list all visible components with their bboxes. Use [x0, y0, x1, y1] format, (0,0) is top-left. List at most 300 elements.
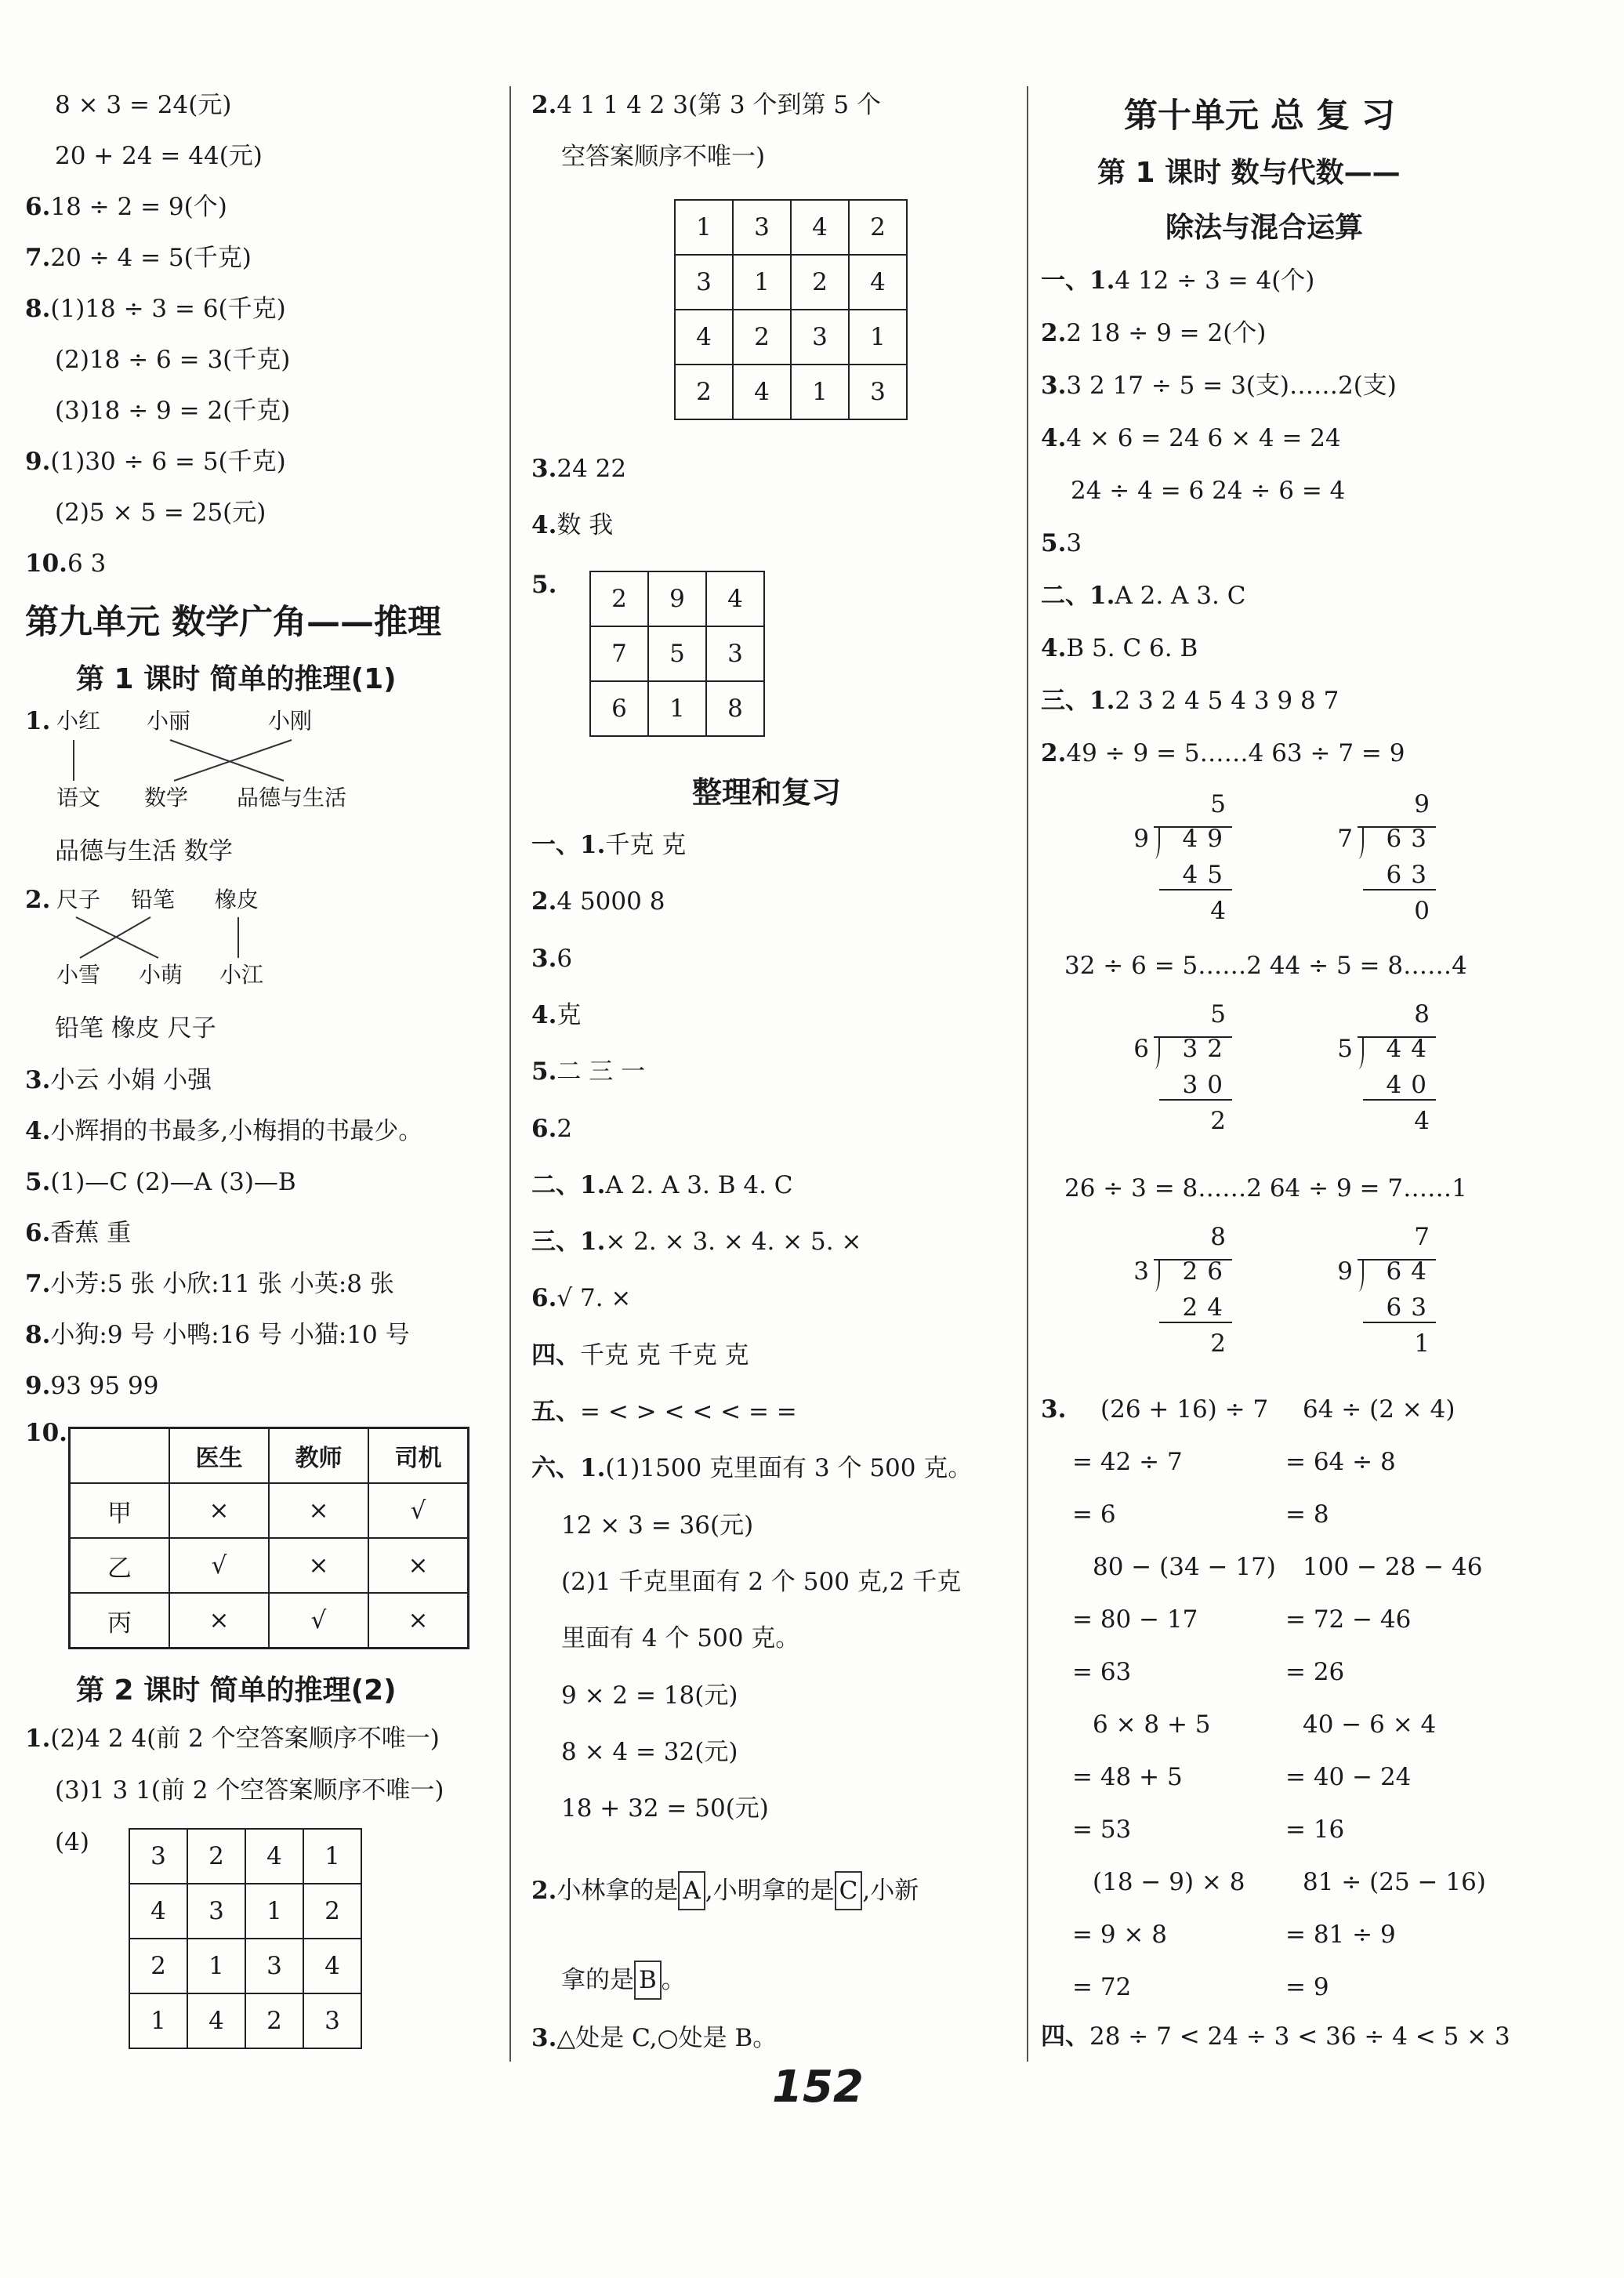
answer-line [25, 444, 286, 479]
calculation-step: = 40 − 24 [1285, 1763, 1412, 1791]
question-number: 8. [25, 295, 51, 323]
calculation-step: (18 − 9) × 8 [1093, 1868, 1245, 1896]
question-number: 1. [25, 707, 51, 735]
answer-text: 93 95 99 [50, 1372, 159, 1400]
answer-text: 6 3 [67, 550, 107, 578]
match-bottom-item: 小雪 [56, 962, 101, 988]
answer-text: 数 我 [556, 511, 614, 539]
answer-text: 千克 克 [605, 831, 687, 859]
dividend: 26 [1182, 1257, 1232, 1286]
question-number: 3. [1041, 372, 1067, 400]
unit-title: 第十单元 总 复 习 [1124, 96, 1395, 136]
grid-cell: 3 [129, 1829, 187, 1884]
answer-text: 18 + 32 = 50(元) [561, 1794, 769, 1823]
answer-line [561, 1621, 799, 1656]
answer-line [55, 139, 263, 173]
answer-text: △处是 C,○处是 B。 [556, 2024, 778, 2052]
answer-line: 品德与生活 数学 [55, 837, 233, 865]
product: 63 [1363, 1293, 1436, 1323]
calculation-step: = 80 − 17 [1072, 1605, 1198, 1634]
answer-text: 8 × 4 = 32(元) [561, 1737, 738, 1766]
grid-cell: 2 [129, 1939, 187, 1993]
answer-text: ,小明拿的是 [705, 1877, 835, 1905]
grid-cell: 1 [245, 1884, 303, 1939]
grid-cell: 4 [675, 310, 733, 365]
answer-line [531, 884, 665, 919]
remainder: 4 [1414, 1107, 1430, 1135]
answer-line [1041, 579, 1245, 613]
product: 40 [1363, 1071, 1436, 1101]
product: 63 [1363, 861, 1436, 891]
question-number: 5. [1041, 529, 1067, 557]
product: 24 [1159, 1293, 1232, 1323]
table-cell: 司机 [368, 1428, 469, 1484]
answer-line: 铅笔 橡皮 尺子 [55, 1014, 216, 1043]
table-cell: 医生 [169, 1428, 269, 1484]
table-cell: 甲 [70, 1483, 170, 1538]
grid-row [590, 681, 764, 736]
answer-line: 空答案顺序不唯一) [561, 143, 766, 171]
magic-square-grid [589, 571, 765, 737]
answer-text: 3 2 17 ÷ 5 = 3(支)……2(支) [1066, 372, 1397, 400]
answer-line [561, 1957, 686, 2004]
product: 45 [1159, 861, 1232, 891]
answer-text: (2)18 ÷ 6 = 3(千克) [55, 346, 291, 374]
grid-cell: 1 [129, 1993, 187, 2048]
grid-cell: 2 [590, 571, 648, 626]
answer-text: × 2. × 3. × 4. × 5. × [605, 1228, 862, 1257]
grid-cell: 8 [706, 681, 764, 736]
question-number: 4. [531, 511, 557, 539]
answer-text: 4 12 ÷ 3 = 4(个) [1115, 267, 1315, 295]
calculation-step: = 81 ÷ 9 [1285, 1921, 1396, 1949]
answer-line [25, 1721, 440, 1756]
grid-cell: 2 [303, 1884, 361, 1939]
table-cell: √ [169, 1538, 269, 1593]
answer-text: 49 ÷ 9 = 5……4 63 ÷ 7 = 9 [1066, 739, 1405, 767]
match-top-item: 小红 [56, 708, 101, 734]
answer-line [531, 1395, 797, 1429]
match-bottom-item: 小萌 [139, 962, 183, 988]
question-number: 二、1. [531, 1170, 606, 1199]
match-top-item: 尺子 [56, 887, 101, 912]
match-bottom-item: 数学 [144, 785, 189, 811]
answer-text: 小林拿的是 [556, 1877, 679, 1905]
answer-text: 18 ÷ 2 = 9(个) [50, 193, 227, 221]
answer-line [1041, 526, 1082, 560]
divisor: 3 [1133, 1257, 1149, 1286]
table-cell: √ [368, 1483, 469, 1538]
answer-line [1041, 263, 1314, 298]
section-title: 整理和复习 [692, 775, 842, 810]
answer-line [561, 1791, 769, 1826]
table-row [70, 1593, 469, 1649]
table-cell [70, 1428, 170, 1484]
grid-cell: 4 [733, 365, 791, 419]
question-number: 5. [531, 1057, 557, 1086]
answer-line [55, 343, 290, 377]
question-number: 3. [531, 944, 557, 973]
grid-cell: 1 [675, 200, 733, 255]
question-number: 3. [531, 2024, 557, 2052]
answer-text: (1)1500 克里面有 3 个 500 克。 [605, 1454, 973, 1483]
quotient: 9 [1414, 790, 1430, 818]
answer-line [561, 1735, 738, 1769]
divisor: 9 [1133, 825, 1149, 853]
grid-row [590, 626, 764, 681]
question-number: 6. [25, 1219, 51, 1247]
grid-cell: 4 [791, 200, 849, 255]
answer-text: (2)1 千克里面有 2 个 500 克,2 千克 [561, 1567, 962, 1596]
answer-text: = < > < < < = = [580, 1398, 797, 1426]
calculation-step: = 64 ÷ 8 [1285, 1448, 1396, 1476]
grid-cell: 7 [590, 626, 648, 681]
answer-line [531, 941, 572, 976]
grid-row [129, 1993, 361, 2048]
lesson-title: 第 2 课时 简单的推理(2) [76, 1674, 397, 1707]
question-number: 5. [531, 571, 557, 599]
answer-line [25, 1318, 410, 1352]
answer-text: 拿的是 [561, 1966, 634, 1994]
calculation-step: 6 × 8 + 5 [1093, 1710, 1211, 1739]
question-number: 2. [531, 1877, 557, 1905]
answer-text: 2 18 ÷ 9 = 2(个) [1066, 319, 1267, 347]
answer-line [561, 1678, 738, 1713]
grid-cell: 3 [791, 310, 849, 365]
question-number: 三、1. [531, 1228, 606, 1257]
long-division [1083, 1223, 1232, 1364]
answer-text: (3)1 3 1(前 2 个空答案顺序不唯一) [55, 1776, 444, 1805]
answer-text: 28 ÷ 7 < 24 ÷ 3 < 36 ÷ 4 < 5 × 3 [1089, 2022, 1510, 2051]
question-number: 4. [1041, 634, 1067, 662]
answer-text: √ 7. × [556, 1284, 632, 1313]
answer-text: 4 1 1 4 2 3(第 3 个到第 5 个 [556, 91, 881, 119]
answer-line [1041, 421, 1341, 455]
question-number: 3. [1041, 1395, 1067, 1424]
question-number: 7. [25, 1270, 51, 1298]
grid-cell: 1 [791, 365, 849, 419]
table-cell: √ [269, 1593, 368, 1649]
question-number: 6. [531, 1114, 557, 1143]
answer-line [1041, 684, 1339, 718]
question-number: 二、1. [1041, 582, 1115, 610]
question-number: 2. [531, 887, 557, 916]
answer-text: 2 [556, 1114, 573, 1143]
grid-cell: 3 [675, 255, 733, 310]
remainder: 1 [1414, 1329, 1430, 1358]
answer-text: (1)30 ÷ 6 = 5(千克) [50, 448, 286, 476]
answer-text: 里面有 4 个 500 克。 [561, 1624, 800, 1653]
remainder: 2 [1210, 1107, 1226, 1135]
answer-line [55, 1773, 444, 1808]
grid-cell: 2 [675, 365, 733, 419]
answer-text: 克 [556, 1000, 582, 1029]
table-cell: 教师 [269, 1428, 368, 1484]
answer-line [531, 828, 686, 862]
table-cell: × [169, 1483, 269, 1538]
answer-line [55, 88, 231, 122]
question-number: 四、 [531, 1340, 580, 1369]
answer-line [25, 1063, 212, 1097]
question-number: 1. [25, 1725, 51, 1753]
answer-text: ,小新 [862, 1877, 919, 1905]
answer-column-3 [1036, 0, 1616, 2069]
answer-text: 小辉捐的书最多,小梅捐的书最少。 [50, 1117, 423, 1145]
grid-row [129, 1939, 361, 1993]
question-number: 2. [1041, 739, 1067, 767]
calculation-step: = 53 [1072, 1816, 1132, 1844]
grid-cell: 3 [187, 1884, 245, 1939]
question-number: 9. [25, 448, 51, 476]
answer-text: 12 × 3 = 36(元) [561, 1511, 754, 1540]
grid-row [675, 255, 907, 310]
answer-line [531, 1281, 631, 1315]
grid-row [590, 571, 764, 626]
answer-line: 26 ÷ 3 = 8……2 64 ÷ 9 = 7……1 [1064, 1174, 1467, 1202]
grid-row [129, 1884, 361, 1939]
answer-line [1041, 368, 1397, 403]
grid-cell: 2 [791, 255, 849, 310]
quotient: 5 [1210, 790, 1226, 818]
answer-line [1071, 473, 1345, 508]
quotient: 7 [1414, 1223, 1430, 1251]
reasoning-table [68, 1427, 469, 1649]
table-cell: × [269, 1538, 368, 1593]
answer-text: 4 × 6 = 24 6 × 4 = 24 [1066, 424, 1341, 452]
column-divider [1027, 86, 1028, 2062]
grid-cell: 9 [648, 571, 706, 626]
answer-line [531, 88, 881, 122]
grid-cell: 2 [849, 200, 907, 255]
answer-text: (1)18 ÷ 3 = 6(千克) [50, 295, 286, 323]
calculation-step: = 8 [1285, 1500, 1329, 1529]
grid-cell: 1 [303, 1829, 361, 1884]
answer-line [1041, 736, 1405, 771]
answer-text: 4 5000 8 [556, 887, 665, 916]
remainder: 2 [1210, 1329, 1226, 1358]
answer-line: 32 ÷ 6 = 5……2 44 ÷ 5 = 8……4 [1064, 952, 1467, 980]
answer-text: 香蕉 重 [50, 1219, 132, 1247]
question-number: 2. [531, 91, 557, 119]
question-number: 3. [25, 1066, 51, 1094]
grid-cell: 3 [303, 1993, 361, 2048]
answer-text: (1)—C (2)—A (3)—B [50, 1168, 296, 1196]
quotient: 5 [1210, 1000, 1226, 1028]
dividend: 64 [1386, 1257, 1436, 1286]
page-number: 152 [772, 2062, 864, 2113]
answer-text: B 5. C 6. B [1066, 634, 1198, 662]
answer-text: (4) [55, 1828, 89, 1856]
answer-text: 千克 克 千克 克 [580, 1340, 749, 1369]
lesson-title: 除法与混合运算 [1165, 212, 1364, 244]
question-number: 2. [25, 886, 51, 914]
answer-text: 20 + 24 = 44(元) [55, 142, 263, 170]
calculation-step: = 42 ÷ 7 [1072, 1448, 1183, 1476]
latin-square-grid [129, 1828, 362, 2049]
answer-line [531, 1451, 972, 1485]
question-number: 6. [531, 1284, 557, 1313]
remainder: 4 [1210, 897, 1226, 925]
grid-cell: 3 [706, 626, 764, 681]
question-number [25, 704, 50, 738]
answer-box: B [634, 1961, 662, 2000]
grid-cell: 1 [187, 1939, 245, 1993]
calculation-step: = 72 [1072, 1973, 1132, 2001]
table-row [70, 1483, 469, 1538]
divisor: 6 [1133, 1035, 1149, 1063]
table-cell: × [269, 1483, 368, 1538]
matching-lines [25, 737, 417, 800]
grid-row [675, 200, 907, 255]
dividend: 49 [1182, 825, 1232, 853]
answer-line [55, 1825, 89, 1859]
question-number: 三、1. [1041, 687, 1115, 715]
grid-cell: 4 [849, 255, 907, 310]
calculation-step: = 26 [1285, 1658, 1345, 1686]
latin-square-grid [674, 199, 908, 420]
answer-line [25, 1369, 158, 1403]
answer-box: C [835, 1871, 863, 1910]
answer-text: 9 × 2 = 18(元) [561, 1681, 738, 1710]
calculation-step: 40 − 6 × 4 [1303, 1710, 1437, 1739]
long-division [1287, 790, 1436, 931]
answer-line [25, 1165, 296, 1199]
question-number: 一、1. [531, 831, 606, 859]
answer-line [531, 998, 581, 1032]
table-cell: × [368, 1538, 469, 1593]
match-bottom-item: 语文 [56, 785, 101, 811]
long-division [1287, 1000, 1436, 1141]
grid-cell: 1 [733, 255, 791, 310]
answer-line [531, 1224, 861, 1259]
answer-text: 8 × 3 = 24(元) [55, 91, 232, 119]
question-number: 4. [1041, 424, 1067, 452]
calculation-step: = 72 − 46 [1285, 1605, 1412, 1634]
table-row [70, 1428, 469, 1484]
grid-cell: 5 [648, 626, 706, 681]
answer-text: 20 ÷ 4 = 5(千克) [50, 244, 252, 272]
long-division [1083, 1000, 1232, 1141]
grid-row [129, 1829, 361, 1884]
calculation-step: = 6 [1072, 1500, 1116, 1529]
calculation-step: = 63 [1072, 1658, 1132, 1686]
calculation-step: = 9 × 8 [1072, 1921, 1167, 1949]
answer-line [531, 2021, 777, 2055]
grid-cell: 3 [245, 1939, 303, 1993]
quotient: 8 [1210, 1223, 1226, 1251]
answer-line [531, 452, 626, 486]
grid-cell: 2 [245, 1993, 303, 2048]
question-number: 9. [25, 1372, 51, 1400]
answer-line [25, 1114, 422, 1148]
match-bottom-item: 小江 [219, 962, 264, 988]
answer-line [1041, 2019, 1510, 2054]
grid-row [675, 365, 907, 419]
grid-cell: 4 [245, 1829, 303, 1884]
answer-text: (2)5 × 5 = 25(元) [55, 499, 266, 527]
answer-line [55, 394, 290, 428]
product: 30 [1159, 1071, 1232, 1101]
answer-line [1041, 316, 1266, 350]
question-number: 六、1. [531, 1454, 606, 1483]
grid-cell: 6 [590, 681, 648, 736]
matching-lines [25, 914, 339, 977]
question-number: 2. [1041, 319, 1067, 347]
question-number: 6. [25, 193, 51, 221]
divisor: 9 [1337, 1257, 1353, 1286]
question-number [25, 883, 50, 917]
calculation-step: = 9 [1285, 1973, 1329, 2001]
dividend: 44 [1386, 1035, 1436, 1063]
grid-cell: 4 [187, 1993, 245, 2048]
calculation-step: (26 + 16) ÷ 7 [1100, 1395, 1269, 1424]
match-top-item: 铅笔 [131, 887, 176, 912]
grid-cell: 4 [303, 1939, 361, 1993]
calculation-step: 80 − (34 − 17) [1093, 1553, 1276, 1581]
grid-cell: 4 [129, 1884, 187, 1939]
dividend: 32 [1182, 1035, 1232, 1063]
answer-line [531, 1168, 793, 1202]
question-number: 一、1. [1041, 267, 1115, 295]
question-number: 五、 [531, 1398, 580, 1426]
answer-text: 24 22 [556, 455, 627, 483]
question-number: 5. [25, 1168, 51, 1196]
answer-text: (3)18 ÷ 9 = 2(千克) [55, 397, 291, 425]
answer-text: A 2. A 3. C [1115, 582, 1246, 610]
table-cell: 乙 [70, 1538, 170, 1593]
answer-line [25, 546, 106, 581]
dividend: 63 [1386, 825, 1436, 853]
answer-text: A 2. A 3. B 4. C [605, 1170, 793, 1199]
answer-text: 小狗:9 号 小鸭:16 号 小猫:10 号 [50, 1321, 410, 1349]
grid-cell: 2 [187, 1829, 245, 1884]
answer-line [561, 1565, 961, 1599]
answer-text: 小云 小娟 小强 [50, 1066, 212, 1094]
answer-column-2 [531, 0, 1025, 2069]
grid-row [675, 310, 907, 365]
answer-box: A [678, 1871, 705, 1910]
answer-line [25, 1216, 131, 1250]
question-number: 3. [531, 455, 557, 483]
answer-line [25, 241, 252, 275]
remainder: 0 [1414, 897, 1430, 925]
answer-line [25, 1267, 394, 1301]
answer-line [25, 292, 286, 326]
answer-line [531, 1867, 919, 1914]
grid-cell: 3 [733, 200, 791, 255]
answer-text: 2 3 2 4 5 4 3 9 8 7 [1115, 687, 1339, 715]
answer-text: 二 三 一 [556, 1057, 646, 1086]
answer-line [531, 1338, 749, 1373]
calculation-step: = 48 + 5 [1072, 1763, 1183, 1791]
match-top-item: 小刚 [268, 708, 313, 734]
calculation-step: = 16 [1285, 1816, 1345, 1844]
question-number: 10. [25, 1419, 67, 1447]
question-number: 8. [25, 1321, 51, 1349]
answer-column-1 [25, 0, 511, 2069]
grid-cell: 2 [733, 310, 791, 365]
grid-cell: 3 [849, 365, 907, 419]
answer-line [531, 1112, 572, 1146]
answer-line [55, 495, 266, 530]
question-number: 7. [25, 244, 51, 272]
answer-line [1041, 631, 1198, 666]
table-cell: × [368, 1593, 469, 1649]
lesson-title: 第 1 课时 简单的推理(1) [76, 663, 397, 695]
match-top-item: 小丽 [147, 708, 191, 734]
unit-title: 第九单元 数学广角——推理 [25, 603, 441, 642]
question-number: 4. [531, 1000, 557, 1029]
